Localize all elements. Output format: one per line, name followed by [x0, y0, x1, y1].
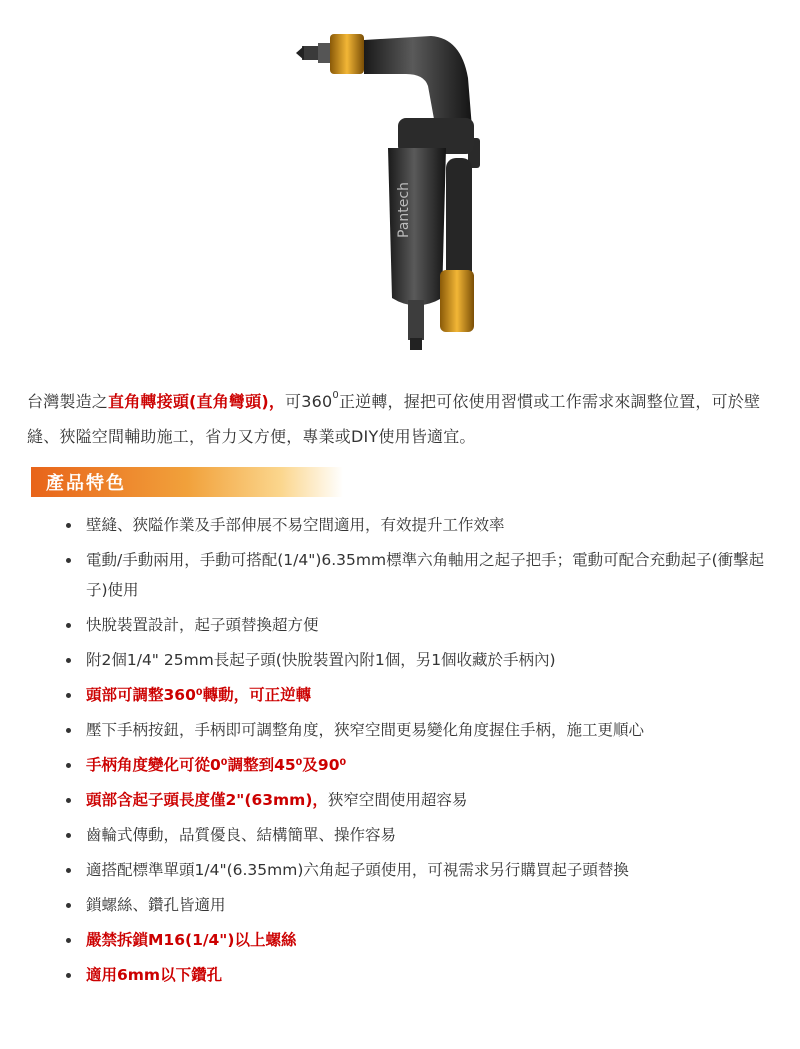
- feature-item-emphasis: 適用6mm以下鑽孔: [60, 960, 770, 990]
- feature-item: 壓下手柄按鈕，手柄即可調整角度，狹窄空間更易變化角度握住手柄，施工更順心: [60, 715, 770, 745]
- feature-item-emphasis: 頭部可調整360⁰轉動，可正逆轉: [60, 680, 770, 710]
- feature-item-emphasis: 嚴禁拆鎖M16(1/4")以上螺絲: [60, 925, 770, 955]
- feature-item-partial-emphasis: 頭部含起子頭長度僅2"(63mm)，狹窄空間使用超容易: [60, 785, 770, 815]
- degree-symbol: 0: [332, 390, 339, 401]
- intro-rest-2: 正逆轉，握把可依使用習慣或工作需求來調整位置，可於壁縫、狹隘空間輔助施工，省力又方便，專業或DIY使用皆適宜。: [27, 392, 761, 446]
- feature-item-emphasis: 手柄角度變化可從0⁰調整到45⁰及90⁰: [60, 750, 770, 780]
- feature-item: 齒輪式傳動，品質優良、結構簡單、操作容易: [60, 820, 770, 850]
- intro-highlight: 直角轉接頭(直角彎頭)，: [108, 392, 286, 411]
- feature-item: 壁縫、狹隘作業及手部伸展不易空間適用，有效提升工作效率: [60, 510, 770, 540]
- right-angle-adapter-image: [296, 8, 496, 353]
- intro-paragraph: [27, 384, 767, 454]
- feature-item: 附2個1/4" 25mm長起子頭(快脫裝置內附1個，另1個收藏於手柄內): [60, 645, 770, 675]
- intro-rest-1: 可360: [285, 392, 333, 411]
- svg-text:Pantech: Pantech: [396, 182, 412, 238]
- feature-list: [60, 510, 770, 995]
- section-header-features: [31, 467, 343, 497]
- feature-item: 適搭配標準單頭1/4"(6.35mm)六角起子頭使用，可視需求另行購買起子頭替換: [60, 855, 770, 885]
- feature-item: 快脫裝置設計，起子頭替換超方便: [60, 610, 770, 640]
- section-title: 產品特色: [46, 473, 126, 494]
- feature-item: 電動/手動兩用，手動可搭配(1/4")6.35mm標準六角軸用之起子把手；電動可配合充動起子(衝擊起子)使用: [60, 545, 770, 605]
- intro-prefix: 台灣製造之: [27, 392, 109, 411]
- feature-item: 鎖螺絲、鑽孔皆適用: [60, 890, 770, 920]
